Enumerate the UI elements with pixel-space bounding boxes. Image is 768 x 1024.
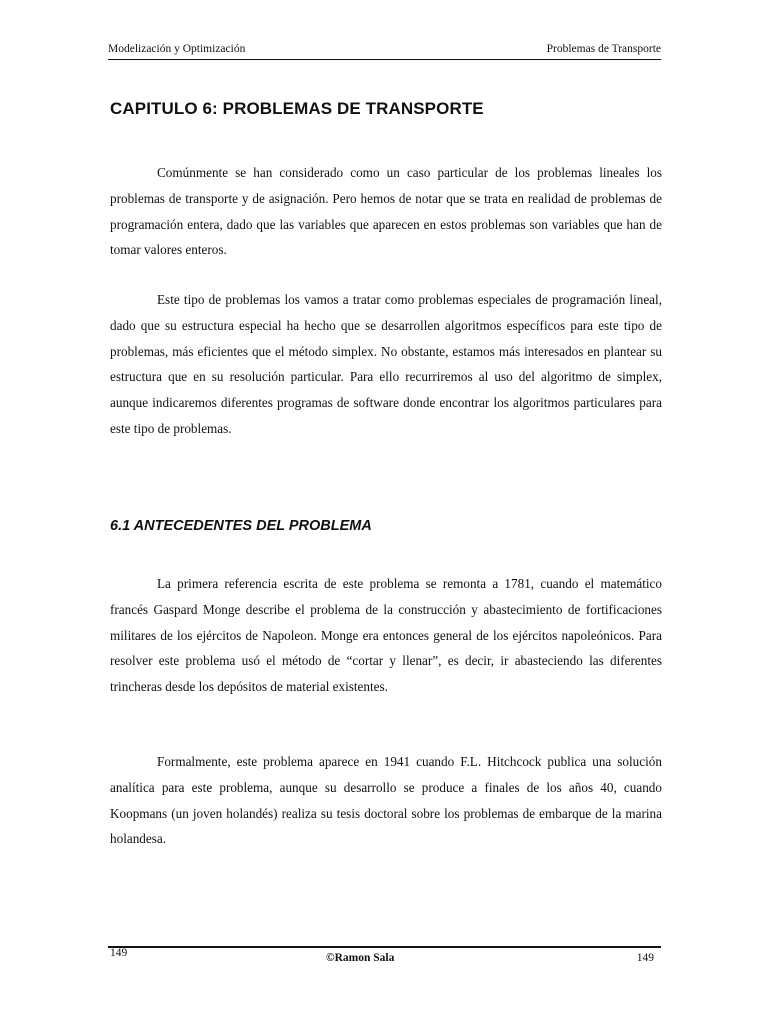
header-book-title: Modelización y Optimización (108, 43, 246, 55)
chapter-title: CAPITULO 6: PROBLEMAS DE TRANSPORTE (110, 99, 484, 118)
paragraph-intro: Comúnmente se han considerado como un caso particular de los problemas lineales los problemas de transporte y de asignación. Pero hemos de notar que se trata en realidad de problemas de programación entera, dado que las variables que aparecen en estos problemas son variables que han de tomar valores enteros. (110, 165, 662, 258)
paragraph-linear-programming: Este tipo de problemas los vamos a tratar como problemas especiales de programación lineal, dado que su estructura especial ha hecho que se desarrollen algoritmos específicos para este tipo de problemas, más eficientes que el método simplex. No obstante, estamos más interesados en plantear su estructura que en su resolución particular. Para ello recurriremos al uso del algoritmo de simplex, aunque indicaremos diferentes programas de software donde encontrar los algoritmos particulares para este tipo de problemas. (110, 292, 662, 436)
header-chapter-title: Problemas de Transporte (546, 43, 661, 55)
section-title: 6.1 ANTECEDENTES DEL PROBLEMA (110, 518, 372, 534)
paragraph-history-hitchcock: Formalmente, este problema aparece en 1941 cuando F.L. Hitchcock publica una solución analítica para este problema, aunque su desarrollo se produce a finales de los años 40, cuando Koopmans (un joven holandés) realiza su tesis doctoral sobre los problemas de embarque de la marina holandesa. (110, 754, 662, 847)
footer-rule (108, 946, 661, 948)
paragraph-history-monge: La primera referencia escrita de este problema se remonta a 1781, cuando el matemático francés Gaspard Monge describe el problema de la construcción y abastecimiento de fortificaciones militares de los ejércitos de Napoleon. Monge era entonces general de los ejércitos napoleónicos. Para resolver este problema usó el método de “cortar y llenar”, es decir, ir abasteciendo las diferentes trincheras desde los depósitos de material existentes. (110, 576, 662, 695)
footer-page-number-right: 149 (636, 952, 654, 964)
page-header (108, 41, 661, 60)
footer-author: ©Ramon Sala (326, 952, 395, 964)
footer-page-number-left: 149 (110, 947, 128, 959)
